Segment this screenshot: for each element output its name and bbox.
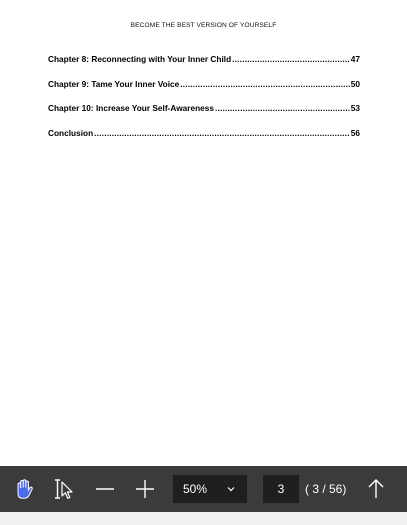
zoom-in-button[interactable] [132,476,158,502]
toc-leader-dots [94,128,350,138]
zoom-out-icon [92,476,118,502]
zoom-select[interactable] [173,475,247,503]
zoom-value: 50% [183,482,208,496]
scroll-up-button[interactable] [363,476,389,502]
current-page: 3 [277,482,285,496]
text-select-button[interactable] [52,476,78,502]
zoom-out-button[interactable] [92,476,118,502]
toc-entry[interactable] [48,79,360,104]
toc-entry-page: 56 [350,127,360,138]
page-header: BECOME THE BEST VERSION OF YOURSELF [130,22,277,29]
toc-leader-dots [232,54,350,64]
zoom-in-icon [132,476,158,502]
table-of-contents [48,54,360,152]
page-count: ( 3 / 56) [305,482,347,496]
toc-entry-title: Chapter 8: Reconnecting with Your Inner Child [48,54,232,64]
toc-entry-page: 50 [350,78,360,89]
toc-entry-page: 47 [350,54,360,64]
toc-entry[interactable] [48,128,360,153]
scroll-up-icon [363,476,389,502]
toc-entry[interactable] [48,54,360,79]
toc-entry-title: Conclusion [48,127,94,138]
hand-tool-icon [11,476,37,502]
hand-tool-button[interactable] [11,476,37,502]
toc-entry-title: Chapter 10: Increase Your Self-Awareness [48,103,215,113]
text-select-icon [52,476,78,502]
toc-leader-dots [180,79,350,89]
toc-entry-page: 53 [350,103,360,113]
bottom-strip [0,512,407,525]
toc-entry-title: Chapter 9: Tame Your Inner Voice [48,78,180,89]
page-number-input[interactable] [263,475,299,503]
toc-leader-dots [215,103,350,113]
toc-entry[interactable] [48,103,360,128]
chevron-down-icon [226,484,236,494]
